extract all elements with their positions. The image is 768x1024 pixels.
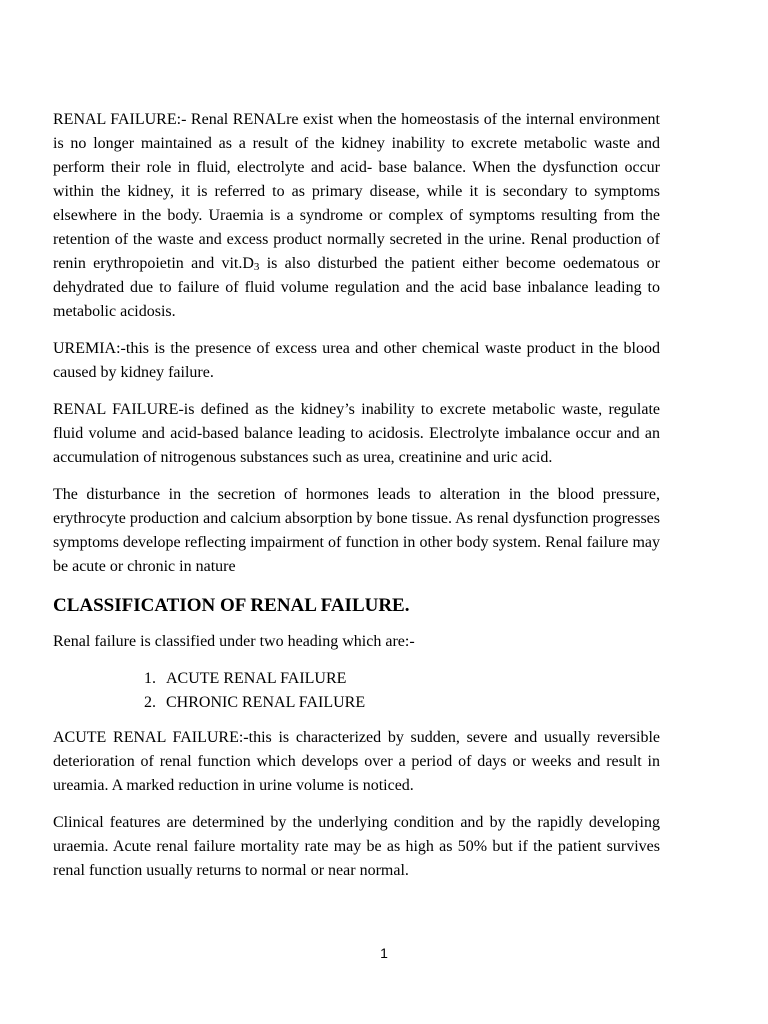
section-heading-classification: CLASSIFICATION OF RENAL FAILURE. [53,595,410,616]
page-number: 1 [380,945,388,961]
paragraph-renal-failure-definition: RENAL FAILURE-is defined as the kidney’s inability to excrete metabolic waste, regulate fluid volume and acid-based balance leading to acidosis. Electrolyte imbalance occur and an accumulation of nitrogenous substances such as urea, creatinine and uric acid. [53,401,660,466]
list-item-text: ACUTE RENAL FAILURE [166,670,347,687]
paragraph-renal-failure-intro [53,108,660,324]
list-item-text: CHRONIC RENAL FAILURE [166,694,366,711]
subscript-3: 3 [253,261,260,273]
paragraph-acute-renal-failure: ACUTE RENAL FAILURE:-this is characterized by sudden, severe and usually reversible deterioration of renal function which develops over a period of days or weeks and result in ureamia. A marked reduction in urine volume is noticed. [53,729,660,794]
list-item [53,691,660,715]
paragraph-text: RENAL FAILURE:- Renal RENALre exist when the homeostasis of the internal environment is no longer maintained as a result of the kidney inability to excrete metabolic waste and perform their role in fluid, electrolyte and acid- base balance. When the dysfunction occur within the kidney, it is referred to as primary disease, while it is secondary to symptoms elsewhere in the body. Uraemia is a syndrome or complex of symptoms resulting from the retention of the waste and excess product normally secreted in the urine. Renal production of renin erythropoietin and vit.D [53,111,660,272]
document-body [53,108,660,896]
list-item-number: 1. [144,670,156,687]
list-item-number: 2. [144,694,156,711]
list-item [53,667,660,691]
paragraph-classification-intro: Renal failure is classified under two heading which are:- [53,633,415,650]
paragraph-text-continued: is also disturbed the patient either become oedematous or dehydrated due to failure of fluid volume regulation and the acid base inbalance leading to metabolic acidosis. [53,255,660,320]
paragraph-uremia: UREMIA:-this is the presence of excess urea and other chemical waste product in the blood caused by kidney failure. [53,340,660,381]
paragraph-clinical-features: Clinical features are determined by the underlying condition and by the rapidly developing uraemia. Acute renal failure mortality rate may be as high as 50% but if the patient survives renal function usually returns to normal or near normal. [53,814,660,879]
paragraph-hormone-disturbance: The disturbance in the secretion of hormones leads to alteration in the blood pressure, erythrocyte production and calcium absorption by bone tissue. As renal dysfunction progresses symptoms develope reflecting impairment of function in other body system. Renal failure may be acute or chronic in nature [53,486,660,575]
classification-list [53,667,660,715]
